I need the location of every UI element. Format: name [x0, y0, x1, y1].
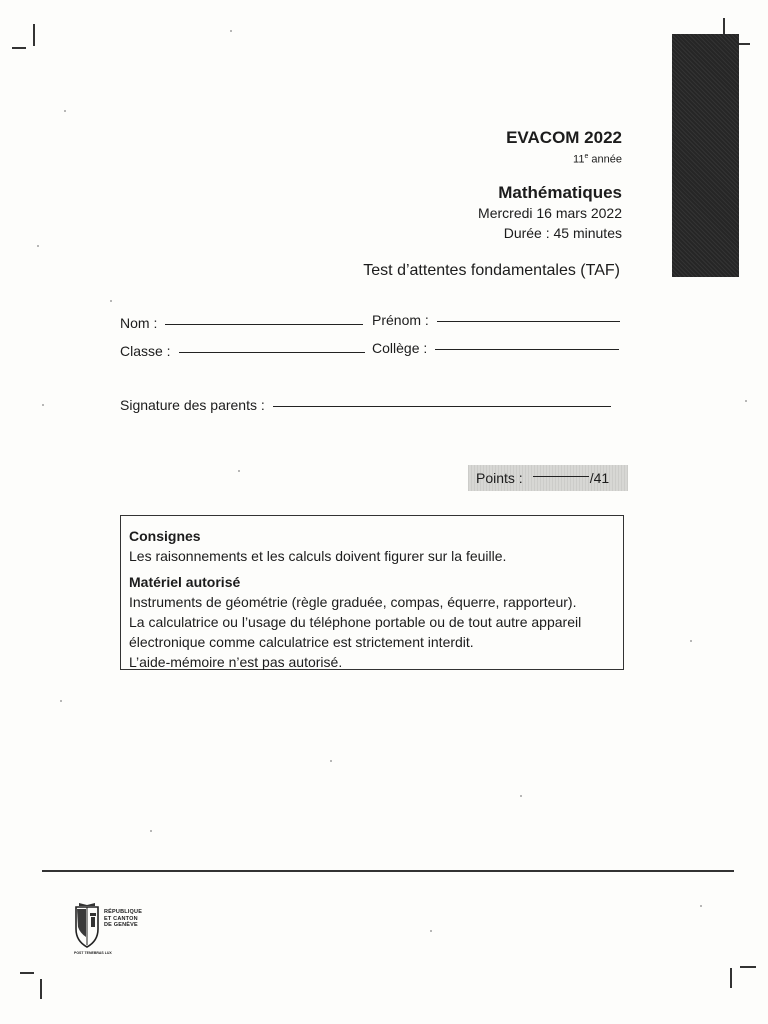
scan-speck [700, 905, 702, 907]
geneva-logo [74, 903, 143, 955]
points-total: /41 [589, 470, 610, 486]
scan-speck [37, 245, 39, 247]
exam-date: Mercredi 16 mars 2022 [478, 205, 622, 221]
scan-speck [230, 30, 232, 32]
materiel-line: électronique comme calculatrice est strictement interdit. [129, 634, 474, 650]
college-label: Collège : [372, 340, 428, 356]
scan-corner-mark [740, 966, 756, 968]
nom-label: Nom : [120, 315, 158, 331]
scan-corner-mark [20, 972, 34, 974]
scan-corner-mark [33, 24, 35, 46]
nom-line[interactable] [165, 323, 363, 325]
points-label: Points : [476, 470, 523, 486]
scan-speck [150, 830, 152, 832]
nom-field[interactable] [120, 315, 363, 331]
signature-label: Signature des parents : [120, 397, 265, 413]
grade-label: 11e année [573, 153, 622, 166]
classe-field[interactable] [120, 343, 365, 359]
scan-speck [430, 930, 432, 932]
materiel-line: L’aide-mémoire n’est pas autorisé. [129, 654, 343, 670]
scan-speck [745, 400, 747, 402]
logo-motto: POST TENEBRAS LUX [74, 951, 112, 955]
scan-speck [64, 110, 66, 112]
points-box [468, 465, 628, 491]
signature-line[interactable] [273, 405, 611, 407]
scan-corner-mark [730, 968, 732, 988]
classe-line[interactable] [179, 351, 365, 353]
college-field[interactable] [372, 340, 619, 356]
logo-text: RÉPUBLIQUE ET CANTON DE GENÈVE [104, 909, 143, 928]
scan-speck [330, 760, 332, 762]
consignes-text: Les raisonnements et les calculs doivent figurer sur la feuille. [129, 548, 507, 564]
materiel-title: Matériel autorisé [129, 574, 241, 590]
scan-speck [60, 700, 62, 702]
instructions-box [120, 515, 624, 670]
scan-black-bar [672, 34, 739, 277]
college-line[interactable] [435, 348, 619, 350]
footer-rule [42, 870, 734, 872]
geneva-coat-of-arms-icon [74, 903, 100, 949]
classe-label: Classe : [120, 343, 171, 359]
prenom-line[interactable] [437, 320, 620, 322]
exam-title: EVACOM 2022 [506, 128, 622, 147]
scan-speck [238, 470, 240, 472]
scan-corner-mark [40, 979, 42, 999]
materiel-line: La calculatrice ou l’usage du téléphone portable ou de tout autre appareil [129, 614, 582, 630]
exam-duration: Durée : 45 minutes [503, 225, 622, 241]
consignes-title: Consignes [129, 528, 201, 544]
scan-corner-mark [12, 47, 26, 49]
points-line[interactable] [533, 475, 589, 477]
test-name: Test d’attentes fondamentales (TAF) [363, 262, 620, 279]
scan-speck [42, 404, 44, 406]
scan-speck [690, 640, 692, 642]
scan-speck [110, 300, 112, 302]
prenom-field[interactable] [372, 312, 620, 328]
scan-speck [520, 795, 522, 797]
signature-field[interactable] [120, 397, 611, 413]
prenom-label: Prénom : [372, 312, 429, 328]
subject-title: Mathématiques [498, 183, 622, 202]
materiel-line: Instruments de géométrie (règle graduée, compas, équerre, rapporteur). [129, 594, 577, 610]
